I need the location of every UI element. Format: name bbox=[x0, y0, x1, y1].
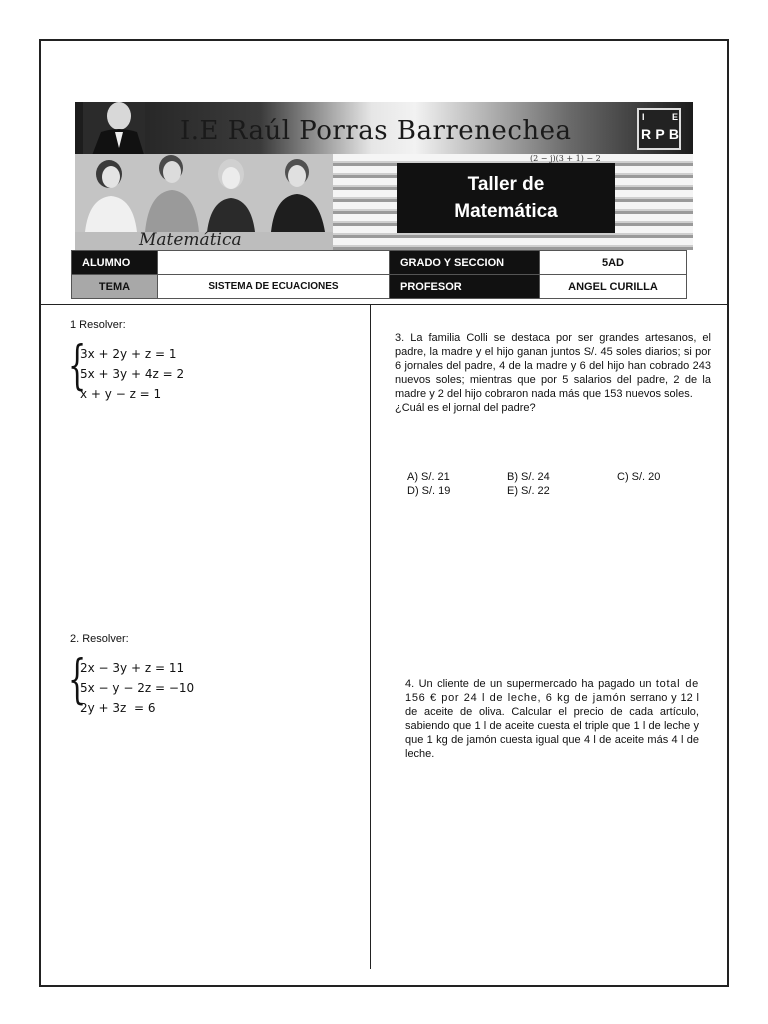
student-info-table bbox=[71, 250, 687, 299]
q4-text bbox=[405, 677, 699, 761]
q3-question: ¿Cuál es el jornal del padre? bbox=[395, 402, 536, 414]
profesor-value: ANGEL CURILLA bbox=[540, 275, 687, 299]
q3-option-d[interactable]: D) S/. 19 bbox=[407, 485, 451, 497]
q3-option-c[interactable]: C) S/. 20 bbox=[617, 471, 661, 483]
q2-label: 2. Resolver: bbox=[70, 633, 129, 645]
q3-option-e[interactable]: E) S/. 22 bbox=[507, 485, 550, 497]
q3-option-a[interactable]: A) S/. 21 bbox=[407, 471, 450, 483]
banner-formula: (2 − j)(3 + 1) − 2 bbox=[530, 154, 601, 163]
worksheet-title-line2: Matemática bbox=[454, 201, 558, 222]
worksheet-title-line1: Taller de bbox=[467, 174, 545, 195]
q2-system bbox=[80, 658, 194, 718]
q1-label: 1 Resolver: bbox=[70, 319, 126, 331]
q4-part3: serrano y 12 l de aceite de oliva. Calcular el precio de cada artículo, sabiendo que 1 l de aceite cuesta el triple que 1 l de leche y que 1 kg de jamón cuesta igual que 4 l de aceite más 4 l de leche. bbox=[405, 692, 699, 760]
q2-equation-2: 5x − y − 2z = −10 bbox=[80, 681, 195, 695]
q4-part2: total de 156 € por 24 l de leche, 6 kg de jamón bbox=[405, 678, 699, 704]
q2-equation-1: 2x − 3y + z = 11 bbox=[80, 661, 185, 675]
q2-equation-3: 2y + 3z = 6 bbox=[80, 701, 156, 715]
section-divider-vertical bbox=[370, 305, 371, 969]
institution-name: I.E Raúl Porras Barrenechea bbox=[180, 116, 572, 146]
worksheet-title-box bbox=[397, 163, 615, 233]
q1-brace: { bbox=[68, 336, 87, 396]
school-logo: I E R P B bbox=[637, 108, 681, 150]
alumno-label: ALUMNO bbox=[72, 251, 158, 275]
banner-subtitle: Matemática bbox=[139, 230, 242, 250]
q3-statement: 3. La familia Colli se destaca por ser grandes artesanos, el padre, la madre y el hijo ganan juntos S/. 45 soles diarios; si por 6 jornales del padre, 4 de la madre y 6 del hijo han cobrado 243 nuevos soles; mientras que por 5 salarios del padre, 2 de la madre y 2 del hijo cobraron nada más que 153 nuevos soles. bbox=[395, 332, 711, 400]
founder-portrait bbox=[83, 102, 145, 158]
alumno-field[interactable] bbox=[158, 251, 390, 275]
q1-equation-1: 3x + 2y + z = 1 bbox=[80, 347, 177, 361]
grado-value: 5AD bbox=[540, 251, 687, 275]
grado-label: GRADO Y SECCION bbox=[390, 251, 540, 275]
students-photo bbox=[75, 154, 333, 232]
section-divider-horizontal bbox=[41, 304, 727, 305]
q1-equation-2: 5x + 3y + 4z = 2 bbox=[80, 367, 185, 381]
q3-options bbox=[407, 470, 660, 498]
tema-label: TEMA bbox=[72, 275, 158, 299]
q1-equation-3: x + y − z = 1 bbox=[80, 387, 162, 401]
q2-brace: { bbox=[68, 650, 87, 710]
q3-option-b[interactable]: B) S/. 24 bbox=[507, 471, 550, 483]
q1-system bbox=[80, 344, 184, 404]
profesor-label: PROFESOR bbox=[390, 275, 540, 299]
q4-part1: 4. Un cliente de un supermercado ha pagado un bbox=[405, 678, 652, 690]
tema-value: SISTEMA DE ECUACIONES bbox=[158, 275, 390, 299]
q3-text bbox=[395, 331, 711, 415]
